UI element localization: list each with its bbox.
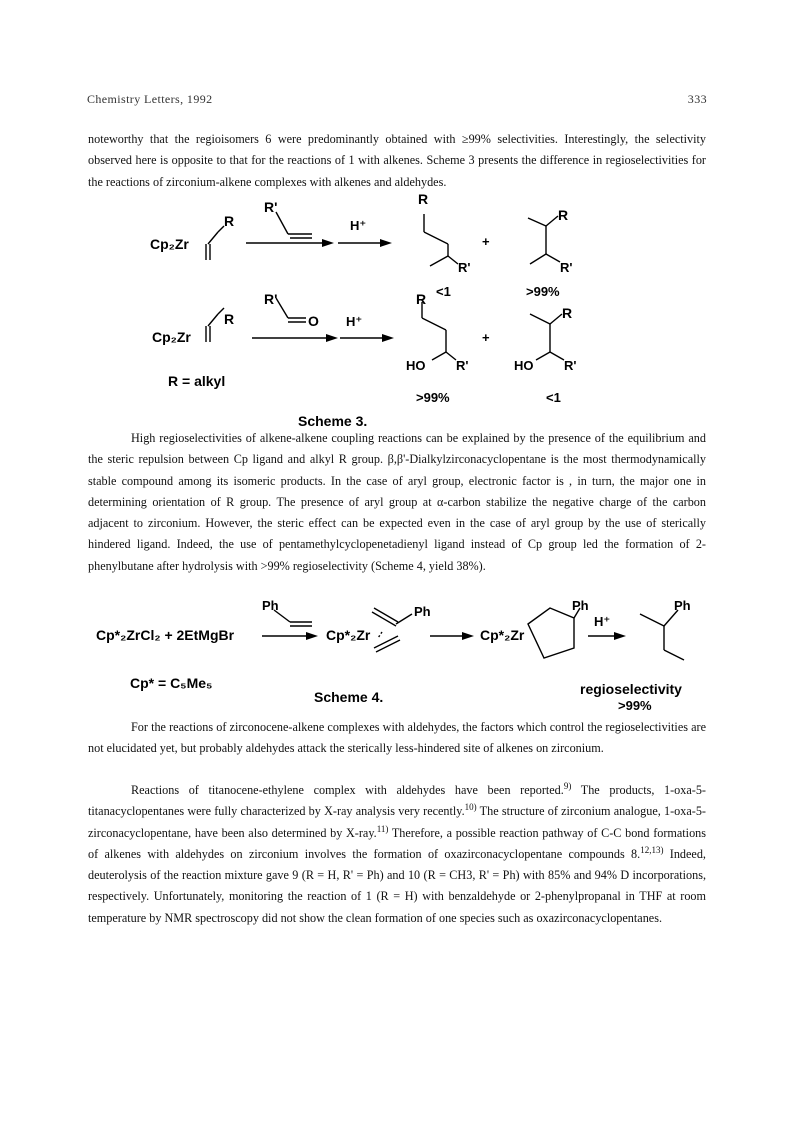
- ho-label: HO: [514, 358, 534, 373]
- proton-label: H⁺: [346, 314, 363, 329]
- r-label: R: [418, 191, 429, 207]
- rprime-label: R': [456, 358, 469, 373]
- ratio-label: >99%: [416, 390, 450, 405]
- r-label: R: [416, 291, 427, 307]
- reference-mark: 9): [563, 780, 572, 791]
- rprime-label: R': [564, 358, 577, 373]
- phenyl-label: Ph: [674, 598, 691, 613]
- intermediate-label: Cp*₂Zr: [326, 627, 371, 643]
- paragraph-regioselectivity: High regioselectivities of alkene-alkene coupling reactions can be explained by the presence of the equilibrium and the steric repulsion between Cp ligand and alkyl R group. β,β'-Dialkylzirconacyclopentane is the most thermodynamically stable compound among its isomeric products. In the case of aryl group, electronic factor is , in turn, the major one in determining orientation of R group. The presence of aryl group at α-carbon stabilize the negative charge of the carbon adjacent to zirconium. However, the steric effect can be expected even in the case of aryl group by the use of sterically hindered ligand. Indeed, the use of pentamethylcyclopenetadienyl ligand instead of Cp group led the formation of 2-phenylbutane after hydrolysis with >99% regioselectivity (Scheme 4, yield 38%).: [88, 431, 706, 573]
- paragraph-titanocene: [88, 780, 706, 929]
- text-segment: Reactions of titanocene-ethylene complex with aldehydes have been reported.: [131, 783, 564, 797]
- r-definition: R = alkyl: [168, 373, 226, 389]
- page-number: 333: [687, 92, 707, 106]
- oxygen-label: O: [308, 313, 319, 329]
- reference-mark: 12,13): [640, 844, 664, 855]
- reference-mark: 10): [464, 802, 477, 813]
- reactants-label: Cp*₂ZrCl₂ + 2EtMgBr: [96, 627, 235, 643]
- running-header-journal: Chemistry Letters, 1992: [87, 92, 213, 106]
- text-segment: The structure of zirconium analogue, 1-oxa-5-zirconacyclopentane, have been also determined by X-ray.: [88, 804, 706, 840]
- regioselectivity-label: regioselectivity: [580, 681, 682, 697]
- text-segment: Therefore, a possible reaction pathway of C-C bond formations of alkenes with aldehydes on zirconium involves the formation of oxazirconacyclopentane compounds 8.: [88, 825, 706, 861]
- rprime-label: R': [458, 260, 471, 275]
- ratio-label: <1: [546, 390, 561, 405]
- text-segment: The products, 1-oxa-5-titanacyclopentanes were fully characterized by X-ray analysis very recently.: [88, 783, 706, 819]
- proton-label: H⁺: [594, 614, 611, 629]
- rprime-label: R': [560, 260, 573, 275]
- r-label: R: [558, 207, 569, 223]
- product-metal-label: Cp*₂Zr: [480, 627, 525, 643]
- r-label: R: [224, 213, 235, 229]
- plus-sign: +: [482, 234, 490, 249]
- phenyl-label: Ph: [572, 598, 589, 613]
- proton-label: H⁺: [350, 218, 367, 233]
- scheme-4: [0, 596, 793, 716]
- reference-mark: 11): [376, 823, 389, 834]
- cp2zr-label: Cp₂Zr: [150, 236, 189, 252]
- scheme-3: [0, 190, 793, 435]
- r-label: R: [224, 311, 235, 327]
- paragraph-regioisomers: noteworthy that the regioisomers 6 were predominantly obtained with ≥99% selectivities. Interestingly, the selectivity observed here is opposite to that for the reactions of 1 with alkenes. Scheme 3 presents the difference in regioselectivities for the reactions of zirconium-alkene complexes with alkenes and aldehydes.: [88, 132, 706, 189]
- cp-star-definition: Cp* = C₅Me₅: [130, 675, 213, 691]
- rprime-label: R': [264, 199, 278, 215]
- rprime-label: R': [264, 291, 278, 307]
- plus-sign: +: [482, 330, 490, 345]
- ho-label: HO: [406, 358, 426, 373]
- ratio-label: <1: [436, 284, 451, 299]
- scheme-3-drawing: [0, 190, 793, 435]
- scheme-4-drawing: [0, 596, 793, 716]
- scheme-4-caption: Scheme 4.: [314, 689, 384, 705]
- regioselectivity-value: >99%: [618, 698, 652, 713]
- scheme-3-caption: Scheme 3.: [298, 413, 368, 429]
- phenyl-label: Ph: [414, 604, 431, 619]
- r-label: R: [562, 305, 573, 321]
- cp2zr-label: Cp₂Zr: [152, 329, 191, 345]
- paragraph-aldehyde-factors: For the reactions of zirconocene-alkene complexes with aldehydes, the factors which control the regioselectivities are not elucidated yet, but probably aldehydes attack the sterically less-hindered site of alkenes on zirconium.: [88, 720, 706, 756]
- phenyl-label: Ph: [262, 598, 279, 613]
- ratio-label: >99%: [526, 284, 560, 299]
- text-segment: Indeed, deuterolysis of the reaction mixture gave 9 (R = H, R' = Ph) and 10 (R = CH3, R' = Ph) with 85% and 94% D incorporations, respectively. Unfortunately, monitoring the reaction of 1 (R = H) with benzaldehyde or 2-phenylpropanal in THF at room temperature by NMR spectroscopy did not show the clean formation of one species such as oxazirconacyclopentanes.: [88, 846, 706, 925]
